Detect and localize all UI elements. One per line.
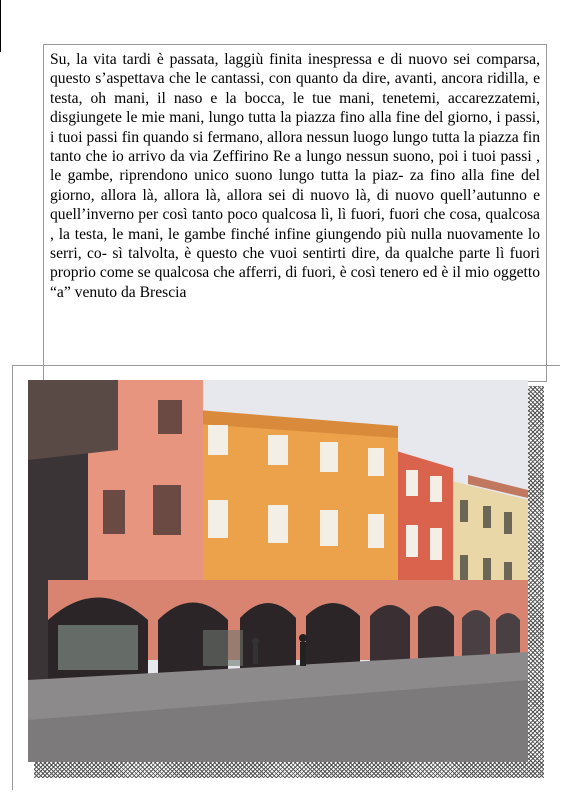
poem-line: mani, tenetemi, accarezzatemi, disgiungete le mie mani, lungo	[50, 89, 540, 127]
pedestrian	[253, 644, 258, 664]
poem-line: avanti, ancora ridilla, e testa, oh mani, il naso e la bocca, le tue	[50, 70, 540, 107]
page-edge	[0, 0, 1, 52]
poem-line: proprio come se qualcosa che afferri, di fuori, è così tenero ed è il	[50, 264, 465, 282]
poem-line: qualcosa lì, lì fuori, fuori che cosa, qualcosa , la testa, le mani, le	[50, 206, 540, 243]
arch	[418, 606, 454, 662]
poem-line: gambe finché infine giungendo più nulla nuovamente lo serri, co-	[50, 225, 540, 263]
poem-line: tanto che io arrivo da via Zeffirino Re a lungo nessun suono, poi i	[50, 148, 472, 166]
frame-border-left	[12, 365, 13, 790]
poem-paragraph	[50, 50, 540, 302]
pedestrian	[300, 642, 306, 666]
arch	[496, 613, 520, 656]
frame-border-top	[12, 365, 560, 366]
poem-line: tuoi passi , le gambe, riprendono unico suono lungo tutta la piaz-	[50, 148, 540, 185]
arch	[306, 603, 360, 668]
poem-line: za fino alla fine del giorno, allora là, allora là, allora sei di nuovo	[50, 167, 541, 204]
poem-text-box	[43, 44, 547, 382]
arch	[462, 610, 490, 658]
piazza-photo	[28, 380, 528, 762]
poem-line: Su, la vita tardi è passata, laggiù finita inespressa e di nuovo sei	[50, 51, 477, 68]
poem-line: quando si fermano, allora nessun luogo lungo tutta la piazza fin	[143, 128, 540, 146]
arch	[370, 605, 410, 664]
poem-line: tutta la piazza fino alla fine del giorno, i passi, i tuoi passi fin	[50, 109, 540, 146]
poem-line: comparsa, questo s’aspettava che le cantassi, con quanto da dire,	[50, 51, 540, 88]
arch	[240, 603, 296, 670]
poem-line: mio oggetto “a” venuto da Brescia	[50, 264, 540, 301]
poem-line: là, di nuovo quell’autunno e quell’inverno per così tanto poco	[50, 186, 540, 224]
poem-line: sì talvolta, è questo che vuoi sentirti dire, da qualche parte lì fuori	[112, 245, 540, 263]
